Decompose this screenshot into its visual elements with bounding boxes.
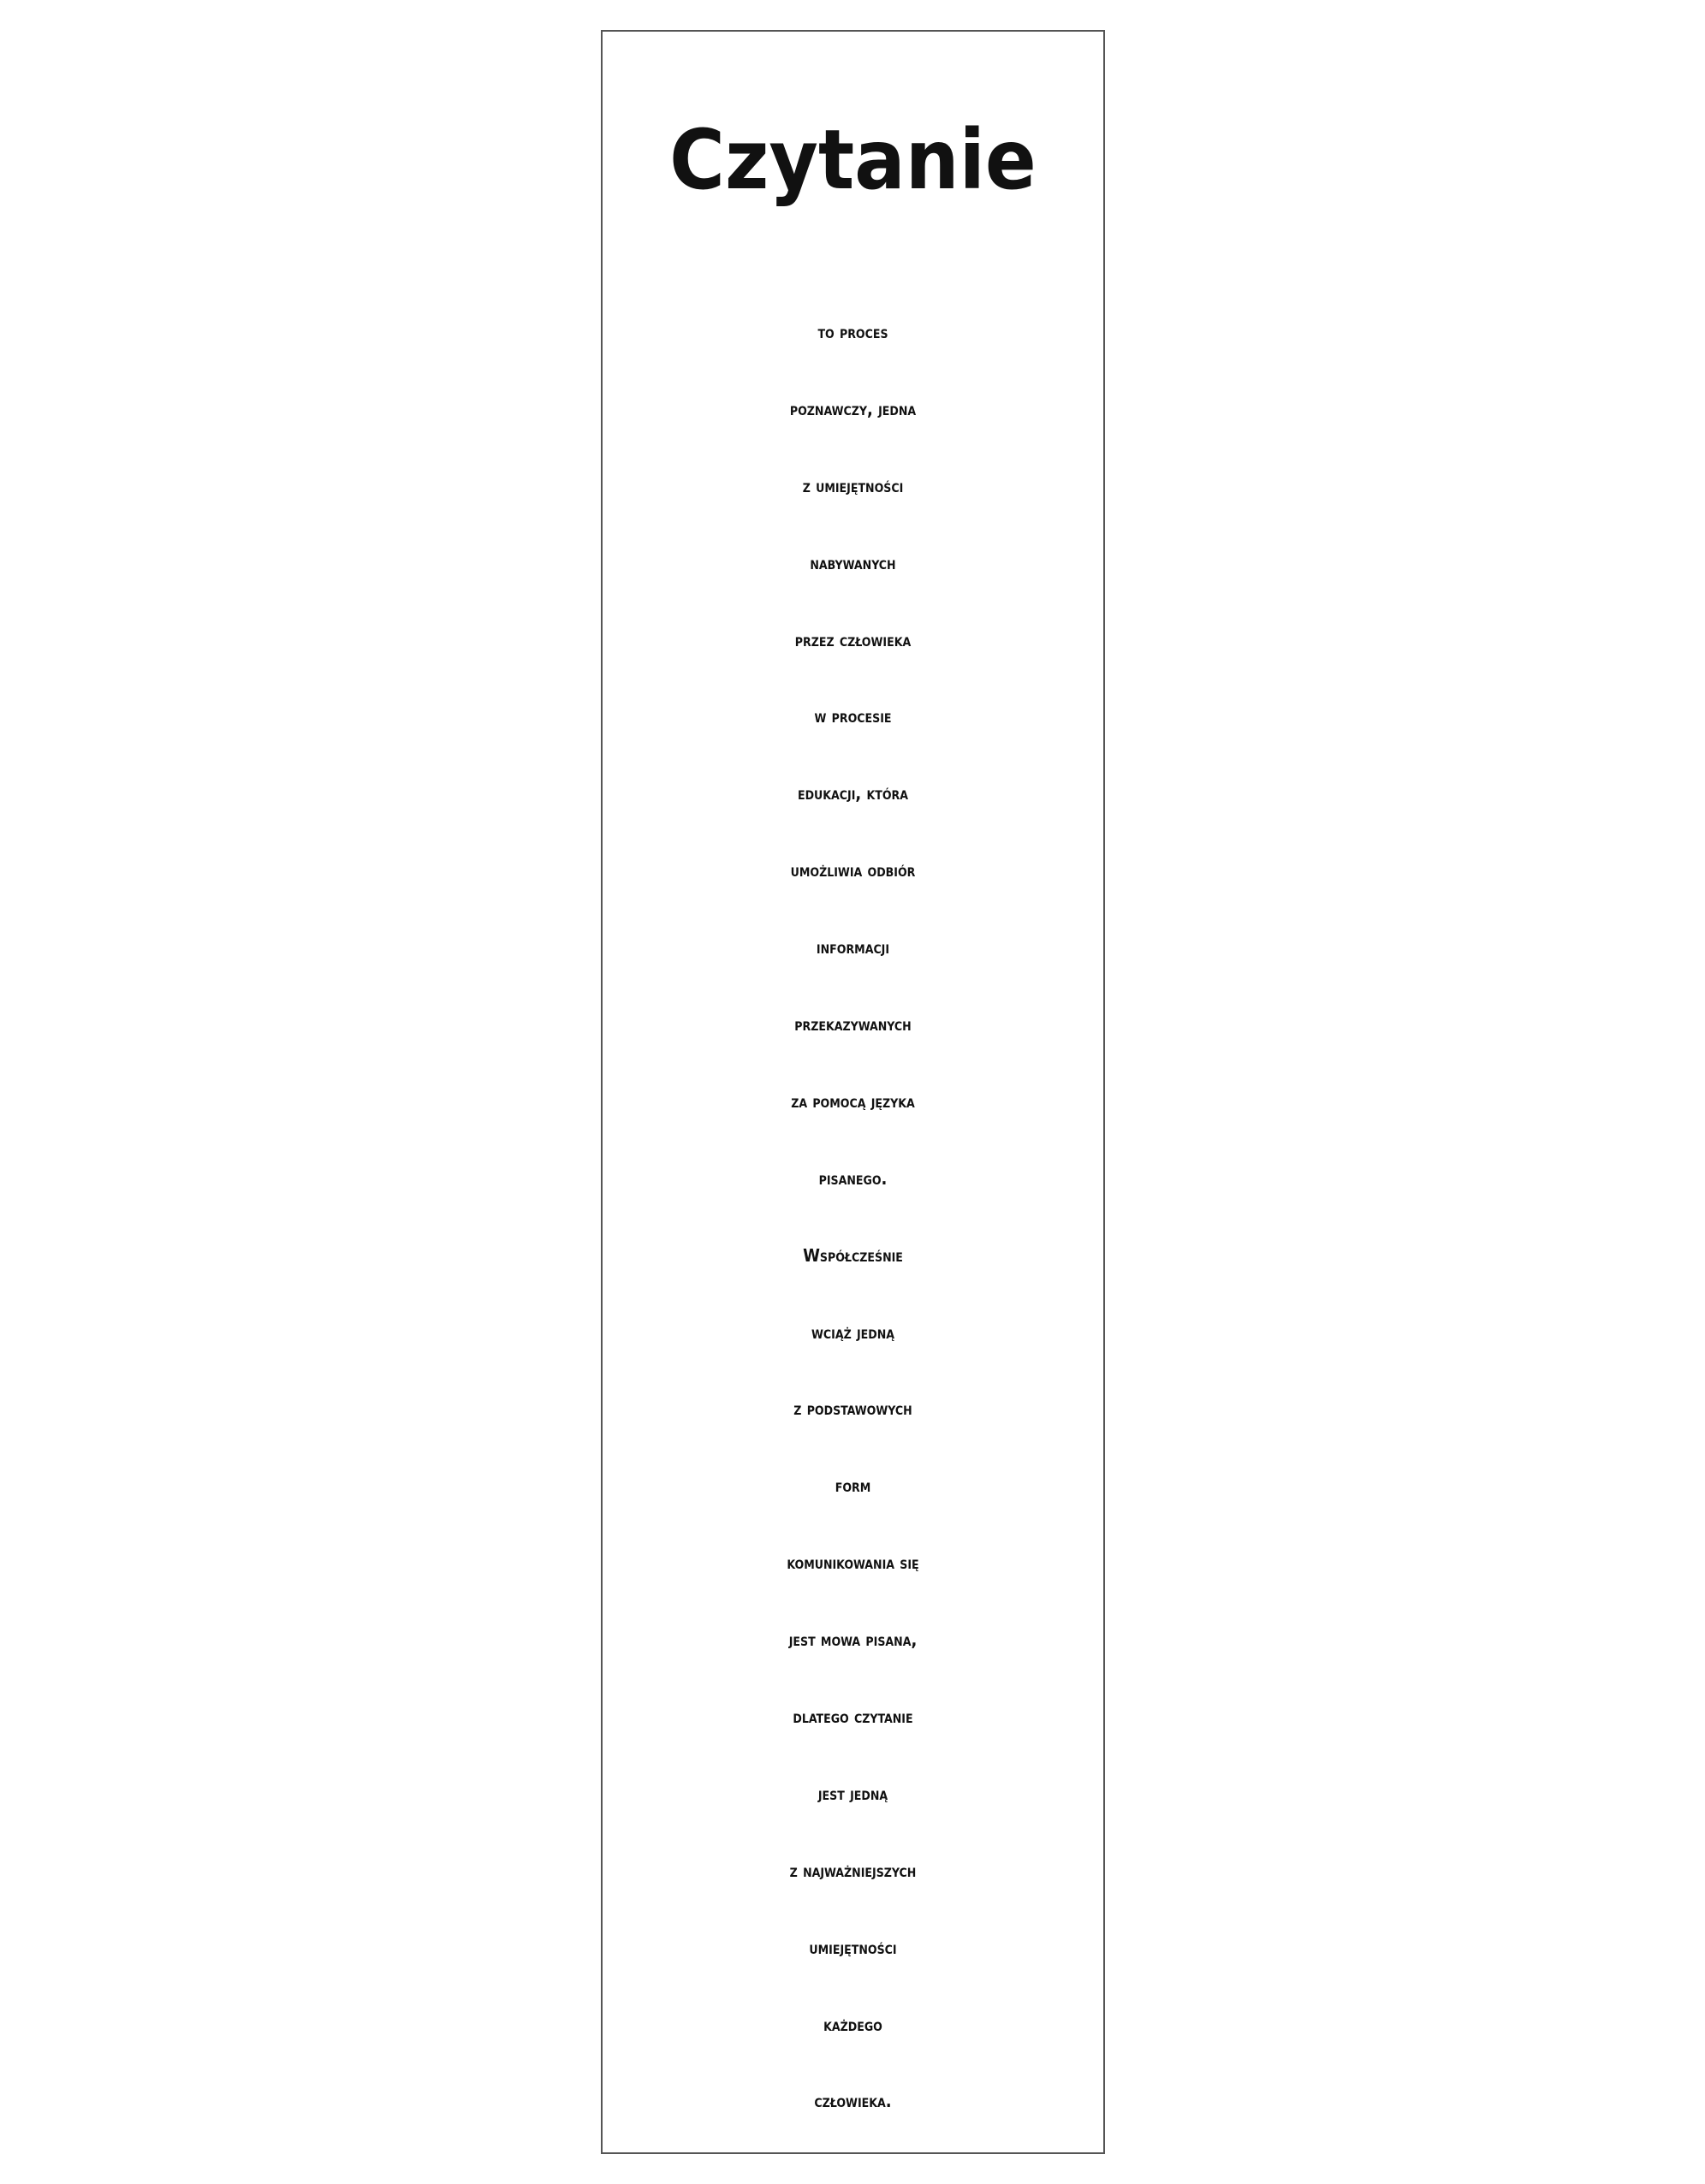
bookmark-body-text (603, 294, 1103, 2140)
text-line: pisanego. (818, 1167, 888, 1189)
text-line: dlatego czytanie (793, 1706, 913, 1728)
text-line: za pomocą języka (791, 1090, 915, 1112)
text-line: jest mowa pisana, (788, 1629, 918, 1651)
text-line: komunikowania się (787, 1552, 919, 1574)
text-line: jest jedną (817, 1783, 888, 1804)
text-line: wciąż jedną (811, 1321, 894, 1343)
bookmark-title: Czytanie (669, 112, 1037, 208)
text-line: w procesie (814, 706, 892, 727)
text-line: Współcześnie (803, 1244, 903, 1266)
text-line: z podstawowych (793, 1398, 912, 1420)
text-line: przekazywanych (794, 1014, 912, 1036)
text-line: edukacji, która (797, 783, 908, 804)
text-line: umożliwia odbiór (790, 860, 916, 881)
text-line: umiejętności (809, 1937, 897, 1958)
text-line: poznawczy, jedna (789, 398, 917, 419)
text-line: informacji (816, 937, 890, 958)
text-line: każdego (823, 2014, 882, 2035)
text-line: to proces (817, 322, 888, 342)
text-line: przez człowieka (794, 629, 912, 650)
text-line: z umiejętności (802, 475, 904, 496)
bookmark-card (601, 30, 1105, 2154)
text-line: człowieka. (814, 2091, 892, 2112)
text-line: nabywanych (810, 552, 896, 573)
text-line: z najważniejszych (789, 1860, 917, 1881)
text-line: form (835, 1475, 871, 1497)
